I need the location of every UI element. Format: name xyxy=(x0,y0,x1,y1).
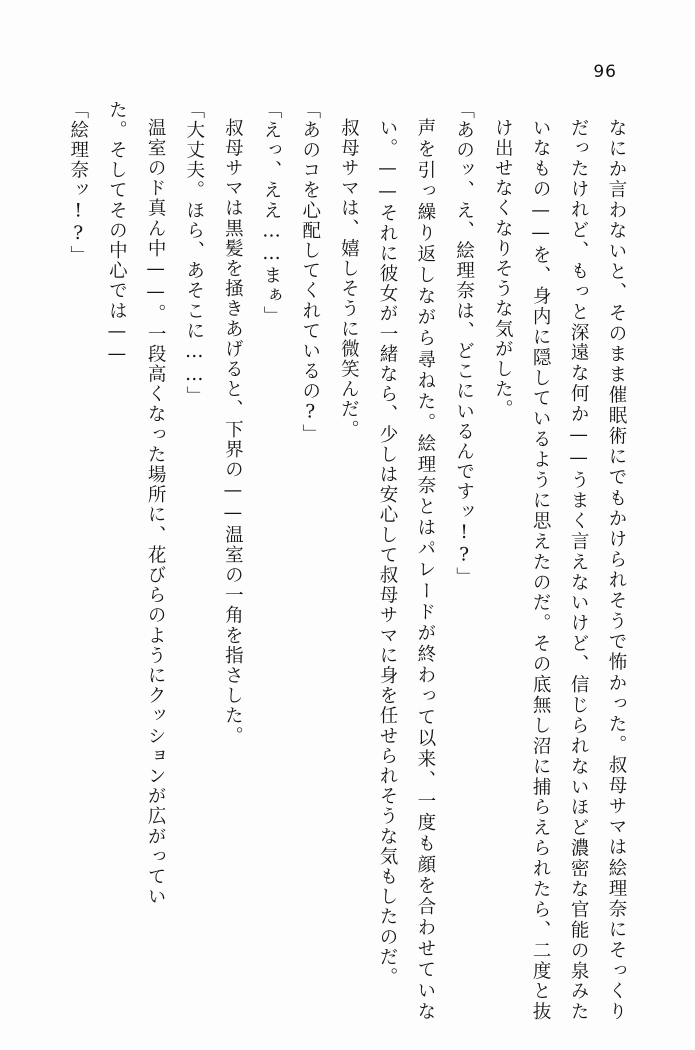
paragraph: 声を引っ繰り返しながら尋ねた。絵理奈とはパレードが終わって以来、一度も顔を合わせていない。——それに彼女が一緒なら、少しは安心して叔母サマに身を任せられそうな気もしたのだ。 xyxy=(377,118,436,1022)
paragraph: 「あのッ、え、絵理奈は、どこにいるんですッ!?」 xyxy=(453,100,475,588)
paragraph: 「大丈夫。ほら、あそこに……」 xyxy=(183,100,205,407)
paragraph: た。そしてその中心では—— xyxy=(106,100,128,367)
paragraph: 叔母サマは黒髪を掻きあげると、下界の——温室の一角を指さした。 xyxy=(222,118,244,747)
paragraph: 「絵理奈ッ!?」 xyxy=(67,100,89,266)
page-number: 96 xyxy=(593,62,617,82)
body-text-vertical xyxy=(58,100,635,1022)
paragraph: なにか言わないと、そのまま催眠術にでもかけられそうで怖かった。叔母サマは絵理奈にそっくりだったけれど、もっと深遠な何か——うまく言えないけど、信じられないほど濃密な官能の泉みたいなもの——を、身内に隠しているように思えたのだ。その底無し沼に捕らえられたら、二度と抜け出せなくなりそうな気がした。 xyxy=(492,118,627,1022)
paragraph: 「えっ、ええ……まぁ」 xyxy=(261,100,283,327)
paragraph: 温室のド真ん中——。一段高くなった場所に、花びらのようにクッションが広がってい xyxy=(145,118,167,907)
paragraph: 「あのコを心配してくれているの?」 xyxy=(299,100,321,445)
paragraph: 叔母サマは、嬉しそうに微笑んだ。 xyxy=(338,118,360,440)
